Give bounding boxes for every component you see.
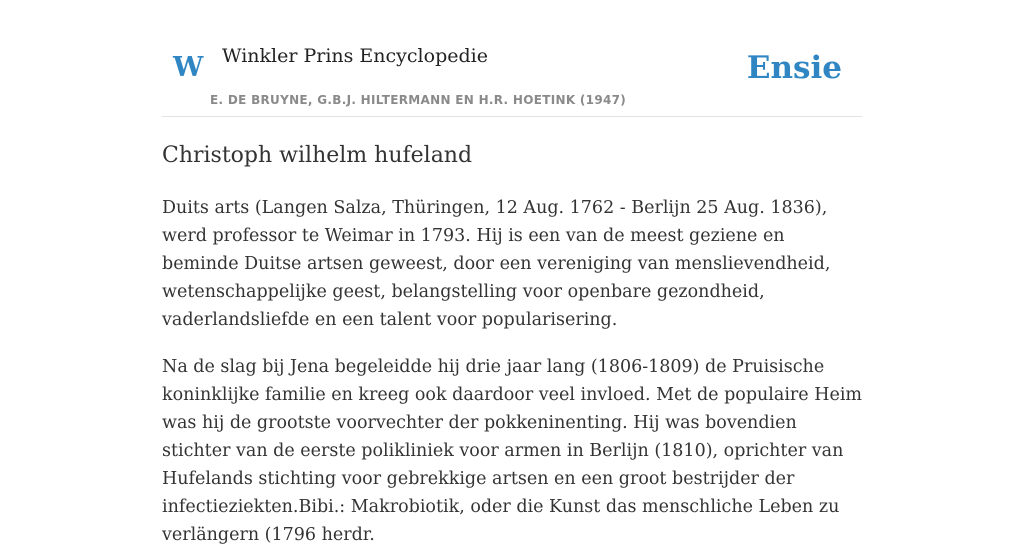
article-title: Christoph wilhelm hufeland [162, 143, 473, 168]
book-title[interactable]: Winkler Prins Encyclopedie [222, 45, 488, 67]
book-authors: E. DE BRUYNE, G.B.J. HILTERMANN EN H.R. HOETINK (1947) [210, 93, 627, 107]
source-header [162, 0, 862, 117]
page-container [162, 0, 862, 549]
winkler-prins-logo[interactable]: W [173, 52, 204, 83]
article-paragraph: Duits arts (Langen Salza, Thüringen, 12 Aug. 1762 - Berlijn 25 Aug. 1836), werd professor te Weimar in 1793. Hij is een van de meest geziene en beminde Duitse artsen geweest, door een vereniging van menslievendheid, wetenschappelijke geest, belangstelling voor openbare gezondheid, vaderlandsliefde en een talent voor popularisering. [162, 198, 831, 330]
ensie-logo-link[interactable]: Ensie [746, 50, 842, 86]
article-paragraph: Na de slag bij Jena begeleidde hij drie jaar lang (1806-1809) de Pruisische koninklijke familie en kreeg ook daardoor veel invloed. Met de populaire Heim was hij de grootste voorvechter der pokkeninenting. Hij was bovendien stichter van de eerste polikliniek voor armen in Berlijn (1810), oprichter van Hufelands stichting voor gebrekkige artsen en een groot bestrijder der infectieziekten.Bibi.: Makrobiotik, oder die Kunst das menschliche Leben zu verlängern (1796 herdr. [162, 357, 863, 545]
